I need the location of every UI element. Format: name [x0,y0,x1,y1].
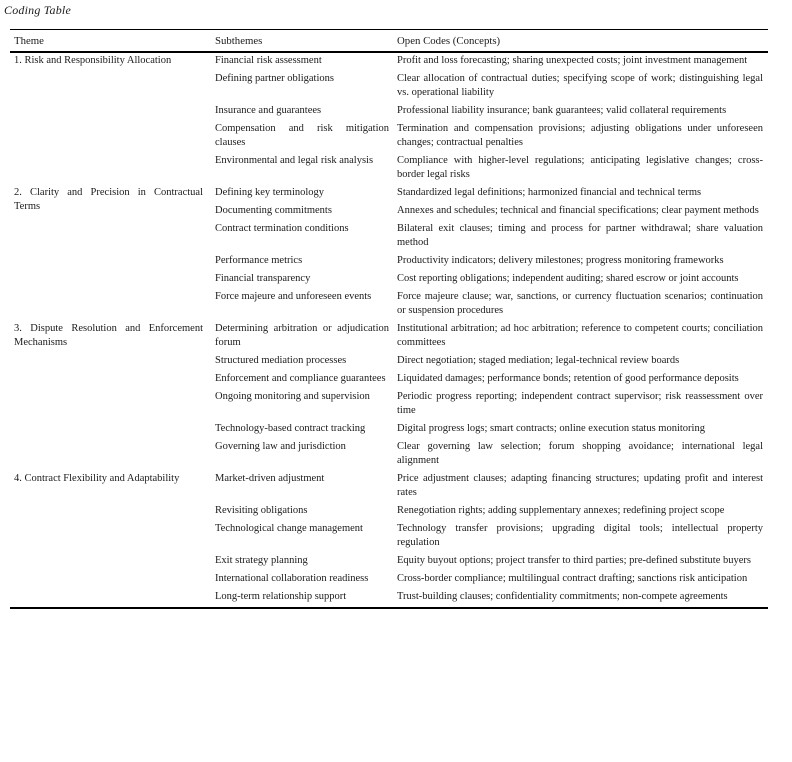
table-row [10,471,768,503]
subtheme-cell: Exit strategy planning [215,555,308,566]
subtheme-cell: Technological change management [215,523,363,534]
coding-table [10,29,768,609]
column-header-open-codes: Open Codes (Concepts) [397,30,768,53]
open-codes-cell: Institutional arbitration; ad hoc arbitration; reference to competent courts; conciliation committees [397,323,763,348]
column-header-theme: Theme [10,30,215,53]
open-codes-cell: Compliance with higher-level regulations; anticipating legislative changes; cross-border legal risks [397,155,763,180]
open-codes-cell: Cost reporting obligations; independent auditing; shared escrow or joint accounts [397,273,739,284]
table-row [10,52,768,71]
table-caption: Coding Table [4,3,71,17]
open-codes-cell: Renegotiation rights; adding supplementary annexes; redefining project scope [397,505,725,516]
subtheme-cell: Contract termination conditions [215,223,349,234]
subtheme-cell: Financial risk assessment [215,55,322,66]
subtheme-cell: International collaboration readiness [215,573,369,584]
subtheme-cell: Financial transparency [215,273,311,284]
subtheme-cell: Performance metrics [215,255,303,266]
open-codes-cell: Force majeure clause; war, sanctions, or currency fluctuation scenarios; continuation or suspension procedures [397,291,763,316]
subtheme-cell: Ongoing monitoring and supervision [215,391,370,402]
subtheme-cell: Force majeure and unforeseen events [215,291,372,302]
subtheme-cell: Enforcement and compliance guarantees [215,373,386,384]
open-codes-cell: Bilateral exit clauses; timing and process for partner withdrawal; share valuation method [397,223,763,248]
open-codes-cell: Direct negotiation; staged mediation; legal-technical review boards [397,355,680,366]
theme-cell: 1. Risk and Responsibility Allocation [14,55,172,66]
theme-cell: 4. Contract Flexibility and Adaptability [14,473,180,484]
subtheme-cell: Market-driven adjustment [215,473,325,484]
column-header-subthemes: Subthemes [215,30,397,53]
table-row [10,321,768,353]
subtheme-cell: Determining arbitration or adjudication forum [215,323,389,348]
open-codes-cell: Price adjustment clauses; adapting financing structures; updating profit and interest rates [397,473,763,498]
open-codes-cell: Annexes and schedules; technical and financial specifications; clear payment methods [397,205,759,216]
subtheme-cell: Long-term relationship support [215,591,347,602]
open-codes-cell: Periodic progress reporting; independent contract supervisor; risk reassessment over time [397,391,763,416]
open-codes-cell: Productivity indicators; delivery milestones; progress monitoring frameworks [397,255,724,266]
document-page [0,3,792,609]
subtheme-cell: Defining partner obligations [215,73,334,84]
open-codes-cell: Standardized legal definitions; harmonized financial and technical terms [397,187,702,198]
subtheme-cell: Structured mediation processes [215,355,347,366]
subtheme-cell: Revisiting obligations [215,505,308,516]
table-body [10,52,768,608]
subtheme-cell: Compensation and risk mitigation clauses [215,123,389,148]
subtheme-cell: Technology-based contract tracking [215,423,366,434]
subtheme-cell: Insurance and guarantees [215,105,322,116]
theme-cell: 3. Dispute Resolution and Enforcement Mechanisms [14,323,203,348]
theme-cell: 2. Clarity and Precision in Contractual Terms [14,187,203,212]
open-codes-cell: Trust-building clauses; confidentiality commitments; non-compete agreements [397,591,728,602]
open-codes-cell: Equity buyout options; project transfer to third parties; pre-defined substitute buyers [397,555,752,566]
open-codes-cell: Digital progress logs; smart contracts; online execution status monitoring [397,423,705,434]
open-codes-cell: Profit and loss forecasting; sharing unexpected costs; joint investment management [397,55,748,66]
table-header-row [10,30,768,53]
open-codes-cell: Professional liability insurance; bank guarantees; valid collateral requirements [397,105,727,116]
open-codes-cell: Liquidated damages; performance bonds; retention of good performance deposits [397,373,739,384]
open-codes-cell: Clear governing law selection; forum shopping avoidance; international legal alignment [397,441,763,466]
subtheme-cell: Environmental and legal risk analysis [215,155,374,166]
subtheme-cell: Documenting commitments [215,205,332,216]
open-codes-cell: Clear allocation of contractual duties; specifying scope of work; distinguishing legal vs. operational liability [397,73,763,98]
open-codes-cell: Cross-border compliance; multilingual contract drafting; sanctions risk anticipation [397,573,748,584]
subtheme-cell: Defining key terminology [215,187,325,198]
table-row [10,185,768,203]
open-codes-cell: Technology transfer provisions; upgrading digital tools; intellectual property regulation [397,523,763,548]
open-codes-cell: Termination and compensation provisions; adjusting obligations under unforeseen changes; contractual penalties [397,123,763,148]
subtheme-cell: Governing law and jurisdiction [215,441,346,452]
